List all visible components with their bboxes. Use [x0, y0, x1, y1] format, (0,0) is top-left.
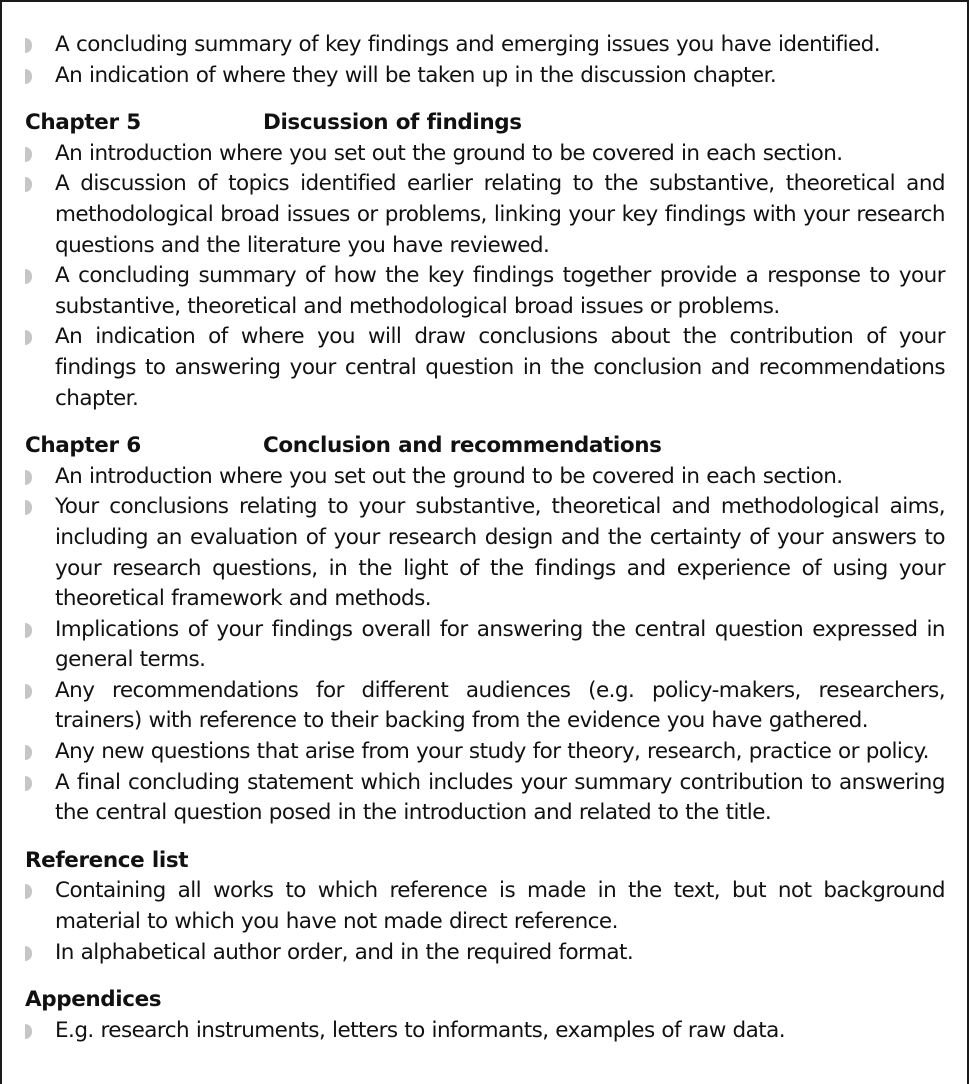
chapter-label: Chapter 5	[25, 110, 141, 136]
bullet-icon	[25, 684, 32, 699]
list-item	[25, 462, 945, 493]
bullet-icon	[25, 745, 32, 760]
section-heading	[25, 985, 945, 1016]
list-item	[25, 938, 945, 969]
section-chapter-5	[25, 108, 945, 414]
bullet-icon	[25, 330, 32, 345]
section-heading	[25, 846, 945, 877]
intro-section	[25, 30, 945, 91]
bullet-icon	[25, 776, 32, 791]
bullet-icon	[25, 1024, 32, 1039]
item-text: In alphabetical author order, and in the required format.	[55, 939, 634, 965]
bullet-icon	[25, 623, 32, 638]
bullet-icon	[25, 69, 32, 84]
bullet-icon	[25, 946, 32, 961]
list-item	[25, 169, 945, 261]
section-reference-list	[25, 846, 945, 968]
bullet-icon	[25, 38, 32, 53]
item-text: An indication of where you will draw conclusions about the contribution of your findings to answering your central question in the conclusion and recommendations chapter.	[55, 324, 945, 411]
bullet-icon	[25, 500, 32, 515]
item-text: Implications of your findings overall for answering the central question expressed in general terms.	[55, 616, 945, 673]
item-text: Any new questions that arise from your study for theory, research, practice or policy.	[55, 739, 929, 765]
chapter-title: Discussion of findings	[263, 110, 522, 136]
bullet-icon	[25, 884, 32, 899]
item-text: An introduction where you set out the ground to be covered in each section.	[55, 140, 843, 166]
item-text: A concluding summary of how the key findings together provide a response to your substantive, theoretical and methodological broad issues or problems.	[55, 263, 945, 319]
list-item	[25, 1016, 945, 1047]
item-text: A discussion of topics identified earlier relating to the substantive, theoretical and methodological broad issues or problems, linking your key findings with your research questions and the literature you have reviewed.	[55, 171, 945, 258]
item-text: An introduction where you set out the ground to be covered in each section.	[55, 463, 843, 489]
item-text: An indication of where they will be taken up in the discussion chapter.	[55, 62, 777, 88]
chapter-title: Conclusion and recommendations	[263, 433, 662, 459]
section-heading	[25, 108, 945, 139]
section-appendices	[25, 985, 945, 1046]
list-item	[25, 30, 945, 61]
chapter-label: Chapter 6	[25, 433, 141, 459]
bullet-icon	[25, 470, 32, 485]
item-text: A final concluding statement which includes your summary contribution to answering the central question posed in the introduction and related to the title.	[55, 769, 945, 826]
list-item	[25, 322, 945, 414]
bullet-icon	[25, 177, 32, 192]
list-item	[25, 61, 945, 92]
list-item	[25, 615, 945, 676]
list-item	[25, 492, 945, 614]
item-text: Any recommendations for different audiences (e.g. policy-makers, researchers, trainers) with reference to their backing from the evidence you have gathered.	[55, 677, 945, 734]
document-content	[25, 30, 945, 1046]
section-chapter-6	[25, 431, 945, 829]
list-item	[25, 768, 945, 829]
list-item	[25, 139, 945, 170]
list-item	[25, 261, 945, 322]
bullet-icon	[25, 147, 32, 162]
list-item	[25, 876, 945, 937]
section-heading	[25, 431, 945, 462]
section-label: Reference list	[25, 847, 189, 873]
item-text: A concluding summary of key findings and emerging issues you have identified.	[55, 32, 881, 57]
list-item	[25, 737, 945, 768]
item-text: E.g. research instruments, letters to informants, examples of raw data.	[55, 1017, 786, 1043]
section-label: Appendices	[25, 987, 162, 1013]
item-text: Your conclusions relating to your substantive, theoretical and methodological aims, including an evaluation of your research design and the certainty of your answers to your research questions, in the light of the findings and experience of using your theoretical framework and methods.	[55, 494, 945, 612]
item-text: Containing all works to which reference is made in the text, but not background material to which you have not made direct reference.	[55, 878, 945, 935]
list-item	[25, 676, 945, 737]
bullet-icon	[25, 269, 32, 284]
